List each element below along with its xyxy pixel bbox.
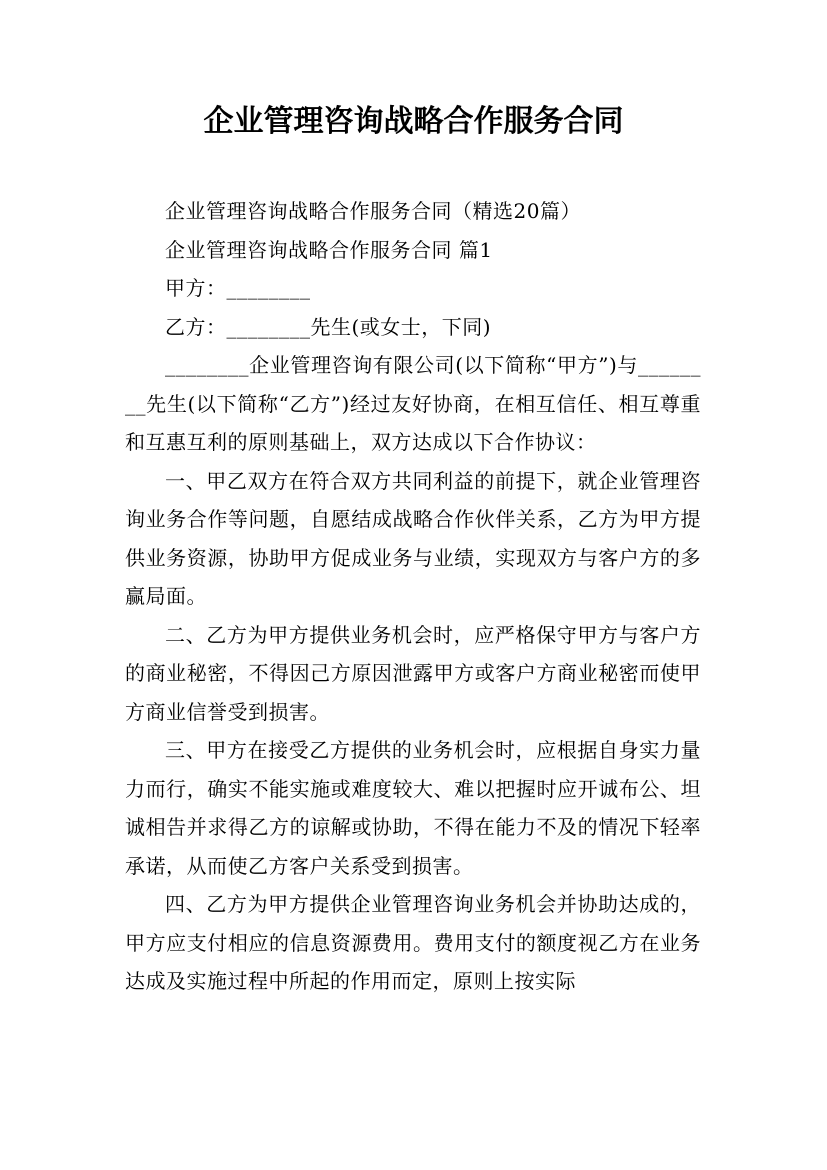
party-a-line: 甲方：________ [165,276,311,300]
document-title: 企业管理咨询战略合作服务合同 [203,104,624,139]
clause-2-paragraph: 二、乙方为甲方提供业务机会时，应严格保守甲方与客户方的商业秘密，不得因己方原因泄露甲方或客户方商业秘密而使甲方商业信誉受到损害。 [125,622,701,724]
section-heading-paragraph: 企业管理咨询战略合作服务合同 篇1 [165,237,493,262]
preamble-paragraph: ________企业管理咨询有限公司(以下简称“甲方”)与________先生(以下简称“乙方”)经过友好协商，在相互信任、相互尊重和互惠互利的原则基础上，双方达成以下合作协议： [125,353,701,454]
clause-1-paragraph: 一、甲乙双方在符合双方共同利益的前提下，就企业管理咨询业务合作等问题，自愿结成战略合作伙伴关系，乙方为甲方提供业务资源，协助甲方促成业务与业绩，实现双方与客户方的多赢局面。 [125,468,701,608]
clause-3-paragraph: 三、甲方在接受乙方提供的业务机会时，应根据自身实力量力而行，确实不能实施或难度较大、难以把握时应开诚布公、坦诚相告并求得乙方的谅解或协助，不得在能力不及的情况下轻率承诺，从而使乙方客户关系受到损害。 [125,738,701,878]
party-b-line: 乙方：________先生(或女士，下同) [165,314,492,339]
clause-4-paragraph: 四、乙方为甲方提供企业管理咨询业务机会并协助达成的，甲方应支付相应的信息资源费用。费用支付的额度视乙方在业务达成及实施过程中所起的作用而定，原则上按实际 [125,892,701,993]
subtitle-paragraph: 企业管理咨询战略合作服务合同（精选20篇） [165,199,581,223]
document-body [125,192,701,1001]
